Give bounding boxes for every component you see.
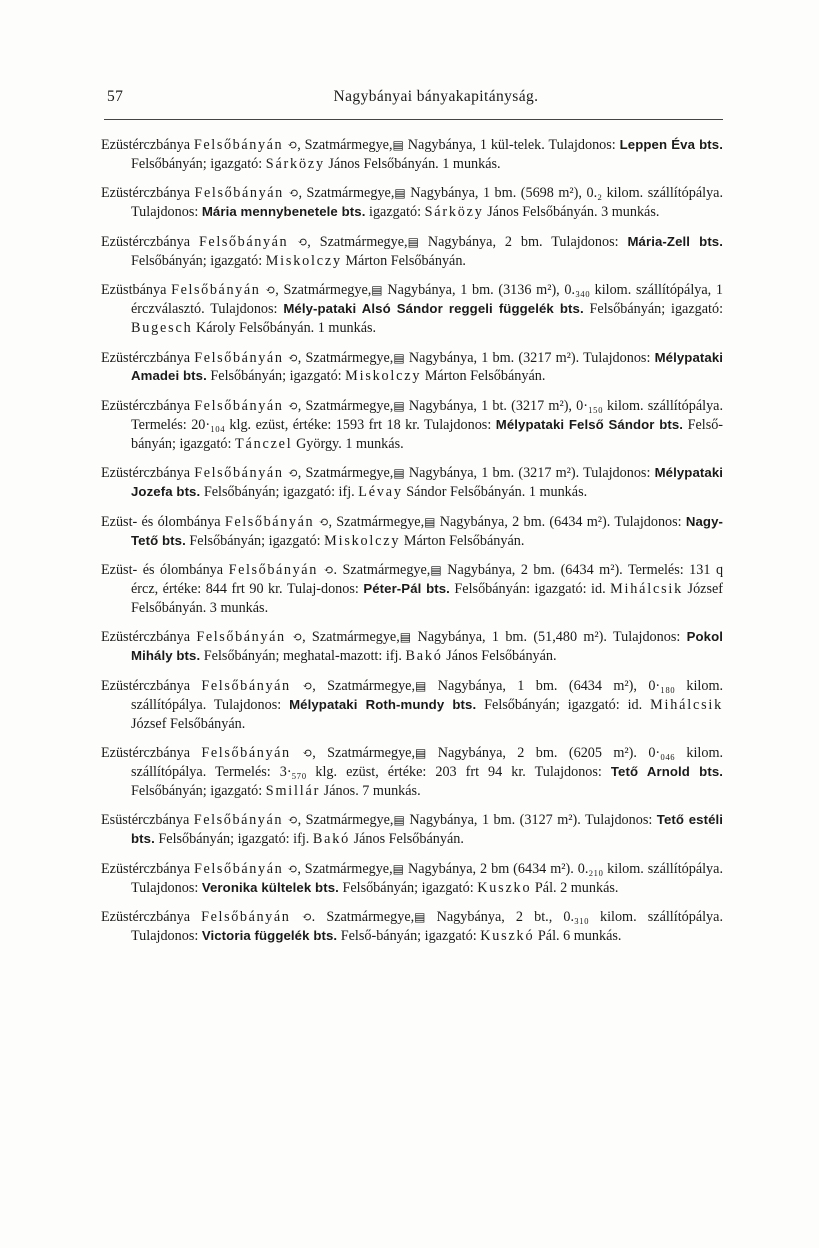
railway-station-icon: ▤ (407, 234, 419, 249)
mine-details: Nagybánya, 2 bm. (6434 m²). Termelés: 131 q ércz, értéke: 844 frt 90 kr. Tulaj-donos: (131, 562, 724, 597)
railway-station-icon: ▤ (371, 283, 383, 298)
post-office-icon: ⟲ (287, 398, 298, 413)
county: , Szatmármegye, (312, 745, 416, 762)
entry-text: Felsőbányán; igazgató: (131, 252, 263, 269)
mine-details: Nagybánya, 1 bm. (51,480 m²). Tulajdonos: (417, 629, 681, 646)
entry-tail: János. 7 munkás. (323, 782, 421, 799)
mine-entry (101, 860, 723, 898)
mine-entry (101, 513, 723, 551)
owner-name: Mélypataki Roth-mundy bts. (289, 696, 477, 712)
mineral-type: Ezüstérczbánya (101, 677, 191, 694)
mine-entry (101, 281, 723, 338)
mineral-type: Ezüstérczbánya (101, 909, 191, 926)
mineral-type: Esüstérczbánya (101, 812, 190, 829)
mine-entry (101, 677, 723, 734)
mine-location: Felsőbányán (193, 137, 284, 153)
entry-tail: Pál. 6 munkás. (537, 928, 622, 945)
entry-tail: János Felsőbányán. (446, 648, 557, 665)
manager-name: Miskolczy (265, 252, 342, 269)
mine-details: Nagybánya, 2 bm. (6434 m²). Tulajdonos: (439, 513, 682, 530)
post-office-icon: ⟲ (287, 813, 298, 828)
county: , Szatmármegye, (297, 397, 394, 414)
post-office-icon: ⟲ (292, 630, 303, 645)
mine-entry (101, 744, 723, 801)
mineral-type: Ezüstérczbánya (101, 137, 191, 153)
entry-text: Felső-bányán; igazgató: (131, 416, 724, 452)
mine-location: Felsőbányán (193, 812, 284, 829)
owner-name: Péter-Pál bts. (363, 580, 450, 596)
mine-location: Felsőbányán (194, 397, 284, 414)
manager-name: Tánczel (235, 435, 293, 452)
mine-location: Felsőbányán (198, 233, 289, 250)
railway-station-icon: ▤ (392, 861, 404, 876)
county: , Szatmármegye, (298, 185, 395, 202)
manager-name: Kuszko (477, 879, 532, 896)
entry-text: Felsőbányán: igazgató: id. (454, 580, 606, 597)
mineral-type: Ezüstérczbánya (101, 185, 191, 202)
railway-station-icon: ▤ (414, 910, 426, 925)
railway-station-icon: ▤ (392, 138, 404, 152)
owner-name: Nagy-Tető bts. (131, 513, 723, 548)
mine-location: Felsőbányán (171, 282, 261, 299)
owner-name: Mély-pataki Alsó Sándor reggeli függelék bts. (283, 301, 584, 317)
mine-details: Nagybánya, 1 bm. (3217 m²). Tulajdonos: (408, 465, 651, 482)
owner-name: Mélypataki Felső Sándor bts. (495, 416, 684, 432)
mine-details: Nagybánya, 1 bm. (5698 m²), 0.₂ kilom. szállítópálya. Tulajdonos: (131, 185, 724, 221)
county: . Szatmármegye, (311, 909, 415, 926)
mine-details: Nagybánya, 2 bm. Tulajdonos: (427, 233, 619, 250)
manager-name: Smillár (265, 782, 321, 799)
railway-station-icon: ▤ (424, 514, 436, 529)
mine-details: Nagybánya, 1 bm. (6434 m²), 0·₁₈₀ kilom. szállítópálya. Tulajdonos: (131, 677, 724, 713)
manager-name: Kuszkó (480, 928, 535, 945)
manager-name: Mihálcsik (650, 696, 724, 713)
entry-tail: János Felsőbányán. 1 munkás. (328, 155, 501, 172)
entry-text: Felsőbányán; meghatal-mazott: ifj. (203, 648, 402, 665)
entry-tail: György. 1 munkás. (296, 435, 404, 452)
mine-entry (101, 349, 723, 387)
manager-name: Lévay (358, 484, 403, 501)
post-office-icon: ⟲ (288, 186, 299, 201)
entry-tail: József Felsőbányán. 3 munkás. (131, 580, 724, 616)
entry-tail: József Felsőbányán. (131, 715, 246, 732)
entry-tail: János Felsőbányán. (353, 831, 464, 848)
manager-name: Miskolczy (324, 532, 401, 549)
mineral-type: Ezüstérczbánya (101, 465, 191, 482)
mine-details: Nagybánya, 1 kül-telek. Tulajdonos: (407, 137, 616, 153)
entry-text: igazgató: (369, 204, 422, 221)
mine-entry (101, 397, 723, 454)
entry-text: Felsőbányán; igazgató: ifj. (203, 484, 355, 501)
post-office-icon: ⟲ (302, 678, 313, 693)
mineral-type: Ezüst- és ólombánya (101, 562, 224, 579)
entry-tail: Márton Felsőbányán. (345, 252, 466, 269)
mine-location: Felsőbányán (193, 860, 284, 877)
county: , Szatmármegye, (307, 233, 408, 250)
entry-tail: Márton Felsőbányán. (403, 532, 525, 549)
owner-name: Victoria függelék bts. (201, 928, 338, 944)
mine-entry (101, 908, 723, 946)
mine-location: Felsőbányán (201, 677, 291, 694)
entry-text: Felsőbányán; igazgató: (131, 782, 263, 799)
mine-details: Nagybánya, 2 bm (6434 m²). 0.₂₁₀ kilom. szállítópálya. Tulajdonos: (131, 860, 723, 896)
mineral-type: Ezüstérczbánya (101, 397, 191, 414)
railway-station-icon: ▤ (393, 350, 405, 365)
post-office-icon: ⟲ (287, 466, 298, 481)
entry-tail: Pál. 2 munkás. (534, 879, 619, 896)
entry-tail: János Felsőbányán. 3 munkás. (487, 204, 660, 221)
county: , Szatmármegye, (302, 629, 400, 646)
post-office-icon: ⟲ (297, 234, 308, 249)
manager-name: Mihálcsik (610, 580, 684, 597)
mine-entry (101, 136, 723, 174)
manager-name: Bakó (405, 648, 443, 665)
mine-location: Felsőbányán (196, 629, 286, 646)
manager-name: Sárközy (424, 204, 484, 221)
mine-details: Nagybánya, 2 bt., 0.₃₁₀ kilom. szállítópálya. Tulajdonos: (131, 909, 723, 945)
mine-details: Nagybánya, 1 bm. (3127 m²). Tulajdonos: (409, 812, 653, 829)
mine-entry (101, 561, 723, 618)
manager-name: Bugesch (131, 320, 193, 337)
railway-station-icon: ▤ (393, 398, 405, 413)
county: , Szatmármegye, (275, 282, 372, 299)
entry-text: Felsőbányán; igazgató: (210, 368, 342, 385)
entry-text: Felsőbányán; igazgató: (189, 532, 321, 549)
mineral-type: Ezüst- és ólombánya (101, 513, 221, 530)
mine-location: Felsőbányán (194, 185, 284, 202)
mine-location: Felsőbányán (201, 909, 291, 926)
railway-station-icon: ▤ (415, 746, 427, 761)
post-office-icon: ⟲ (287, 861, 298, 876)
mine-entry (101, 628, 723, 666)
county: , Szatmármegye, (297, 812, 394, 829)
mine-details: Nagybánya, 1 bt. (3217 m²), 0·₁₅₀ kilom. szállítópálya. Termelés: 20·₁₀₄ klg. ezüst, értéke: 1593 frt 18 kr. Tulajdonos: (131, 397, 724, 433)
entry-text: Felsőbányán; igazgató: (342, 879, 474, 896)
mine-location: Felsőbányán (228, 562, 318, 579)
mine-details: Nagybánya, 1 bm. (3136 m²), 0.₃₄₀ kilom. szállítópálya, 1 érczválasztó. Tulajdonos: (131, 282, 723, 318)
manager-name: Bakó (312, 831, 351, 848)
mine-entry (101, 233, 723, 271)
mine-details: Nagybánya, 2 bm. (6205 m²). 0·₀₄₆ kilom. szállítópálya. Termelés: 3·₅₇₀ klg. ezüst, értéke: 203 frt 94 kr. Tulajdonos: (131, 745, 724, 780)
post-office-icon: ⟲ (287, 350, 298, 365)
county: , Szatmármegye, (297, 860, 393, 877)
mineral-type: Ezüstérczbánya (101, 629, 191, 646)
mine-location: Felsőbányán (201, 745, 291, 762)
mineral-type: Ezüstérczbánya (101, 349, 191, 366)
post-office-icon: ⟲ (301, 910, 312, 925)
owner-name: Pokol Mihály bts. (131, 629, 724, 664)
mine-location: Felsőbányán (224, 513, 315, 530)
owner-name: Leppen Éva bts. (619, 137, 723, 152)
page-number: 57 (107, 88, 124, 105)
post-office-icon: ⟲ (265, 283, 276, 298)
county: , Szatmármegye, (297, 465, 394, 482)
railway-station-icon: ▤ (415, 678, 427, 693)
railway-station-icon: ▤ (399, 630, 412, 645)
mineral-type: Ezüstérczbánya (101, 745, 191, 762)
owner-name: Mélypataki Jozefa bts. (131, 465, 724, 500)
railway-station-icon: ▤ (393, 813, 405, 828)
manager-name: Miskolczy (345, 368, 422, 385)
mine-entry (101, 464, 723, 502)
mineral-type: Ezüstérczbánya (101, 233, 191, 250)
post-office-icon: ⟲ (302, 746, 313, 761)
mine-entry (101, 184, 723, 222)
manager-name: Sárközy (265, 155, 325, 172)
owner-name: Mélypataki Amadei bts. (131, 349, 724, 384)
mine-location: Felsőbányán (194, 349, 284, 366)
county: , Szatmármegye, (328, 513, 425, 530)
entry-text: Felsőbányán; igazgató: id. (484, 696, 643, 713)
owner-name: Mária-Zell bts. (627, 233, 724, 249)
county: . Szatmármegye, (333, 562, 431, 579)
railway-station-icon: ▤ (394, 186, 406, 201)
county: , Szatmármegye, (297, 137, 393, 153)
owner-name: Veronika kültelek bts. (201, 879, 339, 895)
county: , Szatmármegye, (297, 349, 394, 366)
page-title: Nagybányai bányakapitányság. (333, 88, 539, 105)
post-office-icon: ⟲ (323, 563, 334, 578)
owner-name: Mária mennybenetele bts. (201, 204, 366, 220)
railway-station-icon: ▤ (430, 563, 442, 578)
mine-location: Felsőbányán (194, 465, 284, 482)
post-office-icon: ⟲ (318, 514, 329, 529)
mineral-type: Ezüstbánya (101, 282, 167, 299)
railway-station-icon: ▤ (393, 466, 405, 481)
entry-text: Felsőbányán; igazgató: ifj. (158, 831, 310, 848)
county: , Szatmármegye, (312, 677, 416, 694)
post-office-icon: ⟲ (287, 138, 298, 152)
header-rule (104, 119, 723, 120)
entry-tail: Sándor Felsőbányán. 1 munkás. (406, 484, 588, 501)
mineral-type: Ezüstérczbánya (101, 860, 191, 877)
mine-details: Nagybánya, 1 bm. (3217 m²). Tulajdonos: (408, 349, 651, 366)
entry-tail: Károly Felsőbányán. 1 munkás. (196, 320, 377, 337)
owner-name: Tető estéli bts. (131, 812, 724, 847)
entry-text: Felsőbányán; igazgató: (589, 301, 724, 318)
entry-tail: Márton Felsőbányán. (424, 368, 546, 385)
mine-entry (101, 811, 723, 849)
owner-name: Tető Arnold bts. (610, 764, 724, 779)
entry-text: Felső-bányán; igazgató: (340, 928, 477, 945)
entries-list (101, 136, 723, 957)
entry-text: Felsőbányán; igazgató: (131, 155, 263, 172)
